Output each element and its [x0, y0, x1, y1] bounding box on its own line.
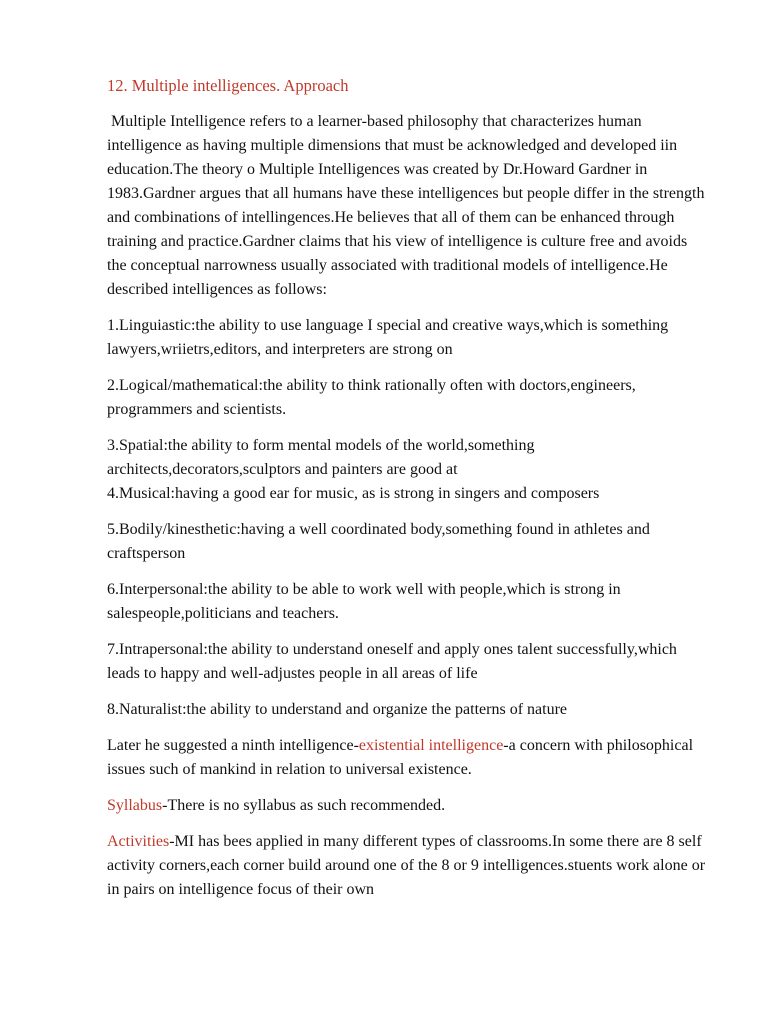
syllabus-label: Syllabus — [107, 797, 163, 814]
intro-paragraph: Multiple Intelligence refers to a learner-based philosophy that characterizes human intelligence as having multiple dimensions that must be acknowledged and developed iin education.The theory o Multiple Intelligences was created by Dr.Howard Gardner in 1983.Gardner argues that all humans have these intelligences but people differ in the strength and combinations of intellingences.He believes that all of them can be enhanced through training and practice.Gardner claims that his view of intelligence is culture free and avoids the conceptual narrowness usually associated with traditional models of intelligence.He described intelligences as follows: — [107, 113, 705, 298]
activities-text: -MI has bees applied in many different types of classrooms.In some there are 8 self activity corners,each corner build around one of the 8 or 9 intelligences.stuents work alone or in pairs on intelligence focus of their own — [107, 833, 706, 898]
item-interpersonal: 6.Interpersonal:the ability to be able to work well with people,which is strong in salespeople,politicians and teachers. — [107, 581, 621, 622]
section-heading: 12. Multiple intelligences. Approach — [107, 76, 349, 95]
item-linguistic: 1.Linguiastic:the ability to use language I special and creative ways,which is something lawyers,wriietrs,editors, and interpreters are strong on — [107, 317, 669, 358]
item-spatial: 3.Spatial:the ability to form mental models of the world,something architects,decorators,sculptors and painters are good at — [107, 437, 535, 478]
item-logical-mathematical: 2.Logical/mathematical:the ability to think rationally often with doctors,engineers, programmers and scientists. — [107, 377, 636, 418]
ninth-intelligence-paragraph — [107, 734, 708, 782]
syllabus-text: -There is no syllabus as such recommended. — [162, 797, 446, 814]
ninth-after: -a concern with philosophical issues such of mankind in relation to universal existence. — [107, 737, 694, 778]
existential-intelligence-term: existential intelligence — [358, 737, 504, 754]
activities-label: Activities — [107, 833, 170, 850]
item-intrapersonal: 7.Intrapersonal:the ability to understand oneself and apply ones talent successfully,which leads to happy and well-adjustes people in all areas of life — [107, 641, 677, 682]
ninth-before: Later he suggested a ninth intelligence- — [107, 737, 359, 754]
item-bodily-kinesthetic: 5.Bodily/kinesthetic:having a well coordinated body,something found in athletes and craftsperson — [107, 521, 650, 562]
item-musical: 4.Musical:having a good ear for music, as is strong in singers and composers — [107, 485, 600, 502]
syllabus-paragraph — [107, 794, 708, 818]
item-naturalist: 8.Naturalist:the ability to understand and organize the patterns of nature — [107, 701, 568, 718]
activities-paragraph — [107, 830, 708, 902]
